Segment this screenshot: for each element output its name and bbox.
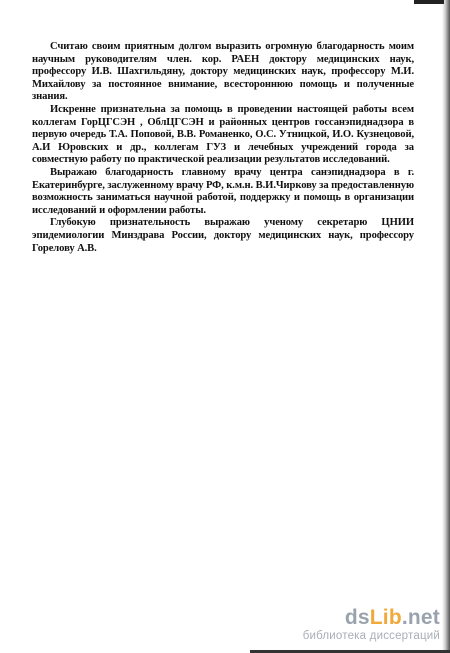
dslib-watermark bbox=[303, 607, 440, 643]
scan-artifact-top bbox=[414, 0, 444, 4]
page-edge-shadow bbox=[442, 0, 450, 653]
paragraph-3: Выражаю благодарность главному врачу центра санэпиднадзора в г. Екатеринбурге, заслуженному врачу РФ, к.м.н. В.И.Чиркову за предоставленную возможность заниматься научной работой, поддержку и помощь в организации исследований и оформлении работы. bbox=[32, 166, 414, 216]
paragraph-1: Считаю своим приятным долгом выразить огромную благодарность моим научным руководителям член. кор. РАЕН доктору медицинских наук, профессору И.В. Шахгильдяну, доктору медицинских наук, профессору М.И. Михайлову за постоянное внимание, всестороннюю помощь и полученные знания. bbox=[32, 41, 414, 103]
watermark-logo bbox=[303, 607, 440, 629]
acknowledgements-text bbox=[32, 41, 414, 255]
paragraph-4: Глубокую признательность выражаю ученому секретарю ЦНИИ эпидемиологии Минздрава России, доктору медицинских наук, профессору Горелову А.В. bbox=[32, 217, 414, 254]
watermark-logo-ds: ds bbox=[344, 606, 370, 629]
watermark-logo-net: .net bbox=[401, 606, 440, 629]
watermark-subtitle: библиотека диссертаций bbox=[302, 630, 440, 642]
paragraph-2: Искренне признательна за помощь в проведении настоящей работы всем коллегам ГорЦГСЭН , ОблЦГСЭН и районных центров госсанэпиднадзора в первую очередь Т.А. Поповой, В.В. Романенко, О.С. Утницкой, И.О. Кузнецовой, А.И Юровских и др., коллегам ГУЗ и лечебных учреждений города за совместную работу по практической реализации результатов исследований. bbox=[32, 103, 414, 166]
watermark-logo-lib: Lib bbox=[369, 606, 402, 629]
